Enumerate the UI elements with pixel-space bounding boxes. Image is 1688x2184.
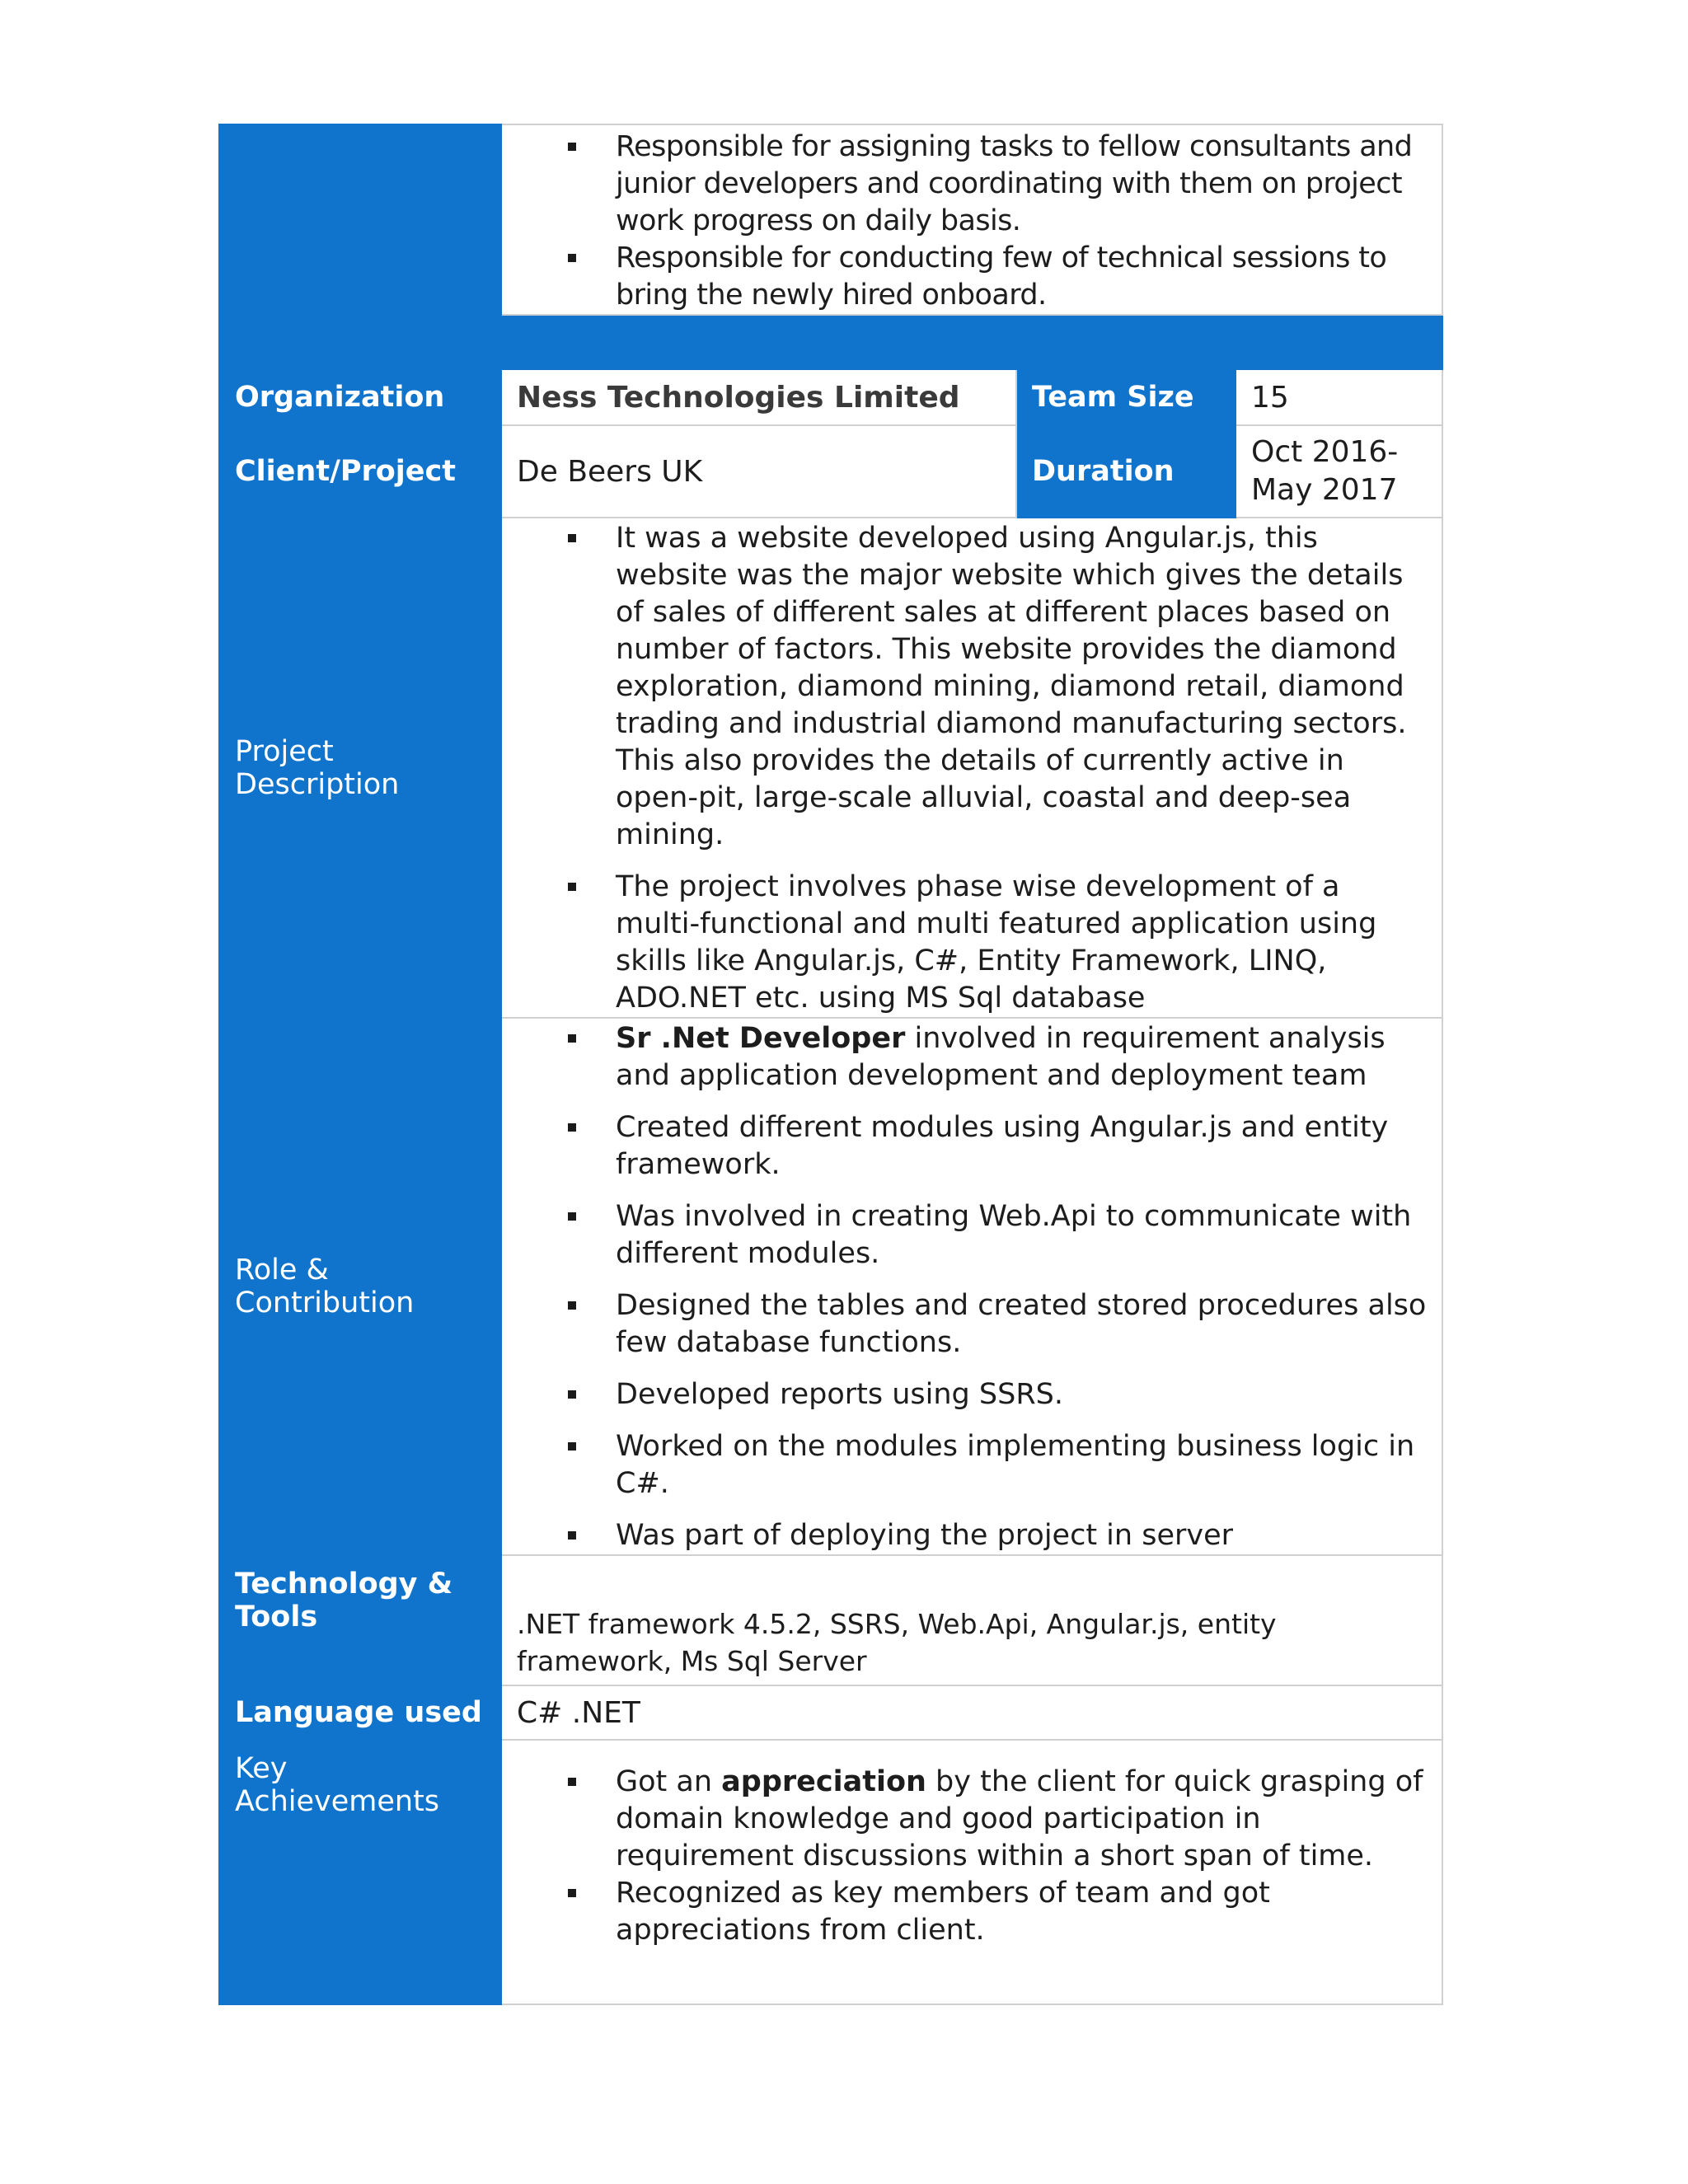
organization-value: Ness Technologies Limited [501,369,1016,425]
team-size-label: Team Size [1016,369,1236,425]
description-row [219,518,1442,1018]
list-item: The project involves phase wise development of a multi-functional and multi featured application using skills like Angular.js, C#, Entity Framework, LINQ, ADO.NET etc. using MS Sql database [502,869,1442,1017]
responsibility-list [502,129,1442,314]
appreciation-emphasis: appreciation [721,1765,926,1798]
achievements-content [501,1740,1442,2004]
role-content [501,1018,1442,1555]
organization-row [219,369,1442,425]
list-item: Designed the tables and created stored procedures also few database functions. [502,1287,1442,1361]
previous-project-label-cell [219,124,501,315]
client-label: Client/Project [219,425,501,518]
list-item: Worked on the modules implementing business logic in C#. [502,1428,1442,1502]
client-value: De Beers UK [501,425,1016,518]
role-list [502,1020,1442,1554]
client-row [219,425,1442,518]
technology-value: .NET framework 4.5.2, SSRS, Web.Api, Angular.js, entity framework, Ms Sql Server [501,1555,1442,1685]
achievements-label: Key Achievements [219,1740,501,2004]
language-row [219,1685,1442,1740]
role-title-rest: involved in requirement analysis and application development and deployment team [616,1022,1386,1092]
duration-label: Duration [1016,425,1236,518]
achievements-row [219,1740,1442,2004]
language-label: Language used [219,1685,501,1740]
role-row [219,1018,1442,1555]
achievements-list [502,1764,1442,1949]
duration-start: Oct 2016- [1251,435,1399,469]
description-content [501,518,1442,1018]
technology-label: Technology & Tools [219,1555,501,1685]
role-title: Sr .Net Developer [616,1022,906,1055]
list-item: Developed reports using SSRS. [502,1376,1442,1413]
project-details-table [218,124,1443,2005]
description-label: Project Description [219,518,501,1018]
duration-end: May 2017 [1251,473,1398,507]
description-list [502,520,1442,1017]
team-size-value: 15 [1236,369,1442,425]
list-item [502,1020,1442,1094]
blue-separator-strip [219,315,1442,369]
achievement-text-rest: by the client for quick grasping of domain knowledge and good participation in requirement discussions within a short span of time. [616,1765,1423,1872]
list-item: It was a website developed using Angular.js, this website was the major website which gives the details of sales of different sales at different places based on number of factors. This website provides the diamond exploration, diamond mining, diamond retail, diamond trading and industrial diamond manufacturing sectors. This also provides the details of currently active in open-pit, large-scale alluvial, coastal and deep-sea mining. [502,520,1442,854]
list-item: Recognized as key members of team and got appreciations from client. [502,1875,1442,1949]
list-item: Responsible for conducting few of technical sessions to bring the newly hired onboard. [502,240,1442,314]
list-item: Was involved in creating Web.Api to communicate with different modules. [502,1198,1442,1272]
achievement-text: Got an [616,1765,722,1798]
list-item [502,1764,1442,1875]
previous-project-responsibilities [501,124,1442,315]
language-value: C# .NET [501,1685,1442,1740]
section-separator [219,315,1442,369]
list-item: Was part of deploying the project in server [502,1517,1442,1554]
duration-value [1236,425,1442,518]
role-label: Role & Contribution [219,1018,501,1555]
list-item: Created different modules using Angular.js and entity framework. [502,1109,1442,1183]
list-item: Responsible for assigning tasks to fellow consultants and junior developers and coordinating with them on project work progress on daily basis. [502,129,1442,240]
technology-row [219,1555,1442,1685]
organization-label: Organization [219,369,501,425]
previous-project-row [219,124,1442,315]
